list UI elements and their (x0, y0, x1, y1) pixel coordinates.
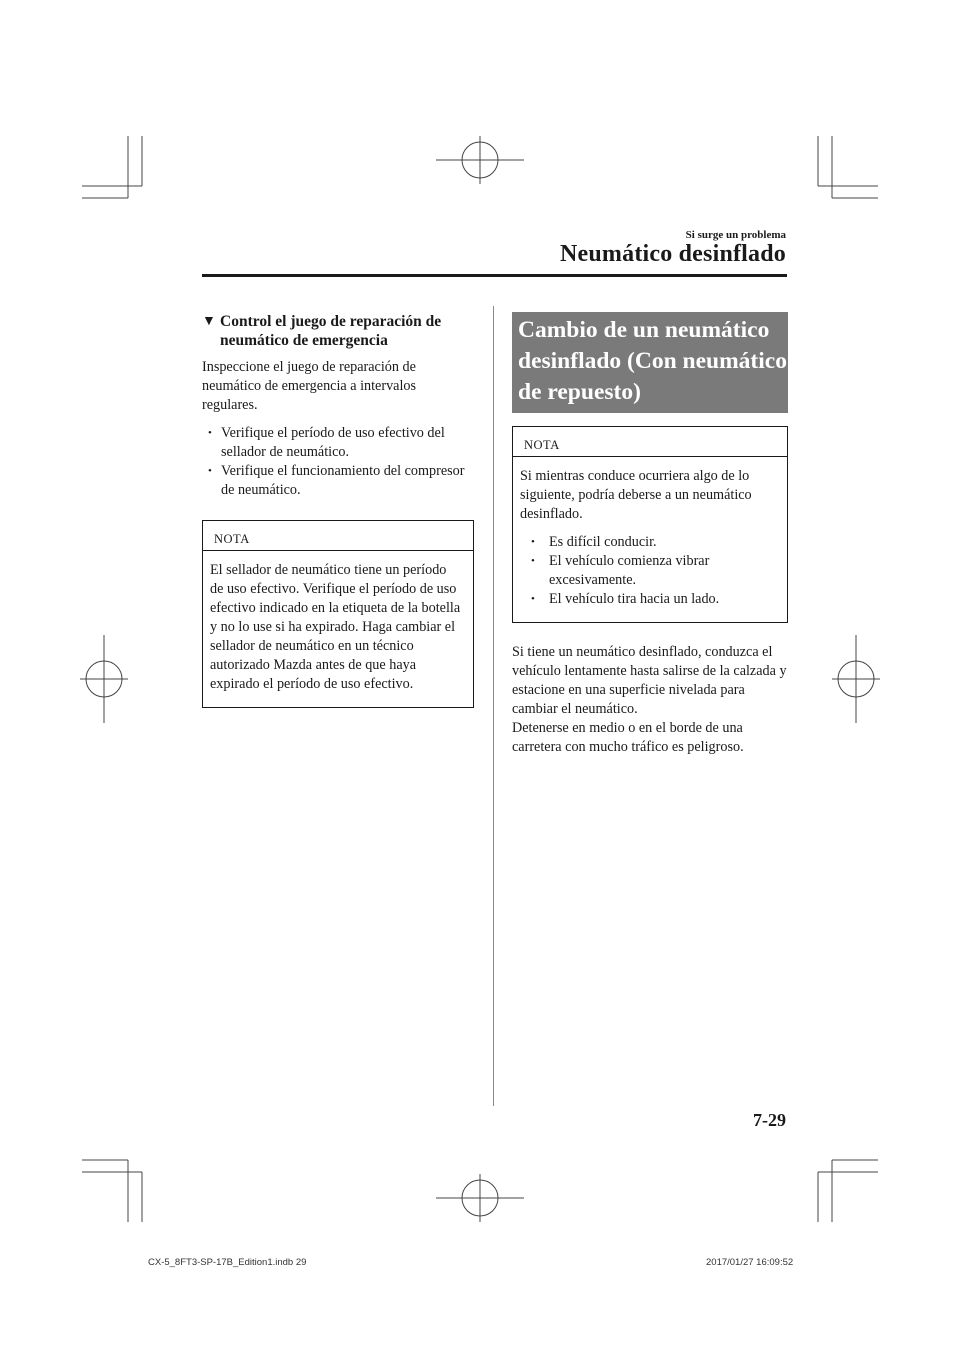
note-body (513, 457, 787, 622)
sub-heading-text (220, 312, 441, 350)
sub-heading (202, 312, 474, 350)
registration-mark-left (80, 635, 128, 723)
registration-mark-bottom (436, 1174, 524, 1222)
note-label: NOTA (214, 532, 250, 546)
section-label: Si surge un problema (685, 229, 786, 241)
sub-heading-line1: Control el juego de reparación de (220, 313, 442, 330)
note-body (203, 551, 473, 707)
triangle-down-icon: ▼ (202, 314, 216, 329)
header-rule (202, 274, 787, 277)
column-divider (493, 306, 494, 1106)
section-title: Cambio de un neumático desinflado (Con neumático de repuesto) (512, 312, 788, 413)
chapter-title: Neumático desinflado (560, 241, 786, 267)
list-item: • El vehículo comienza vibrar excesivamente. (525, 552, 777, 590)
note-text: El sellador de neumático tiene un período de uso efectivo. Verifique el período de uso efectivo indicado en la etiqueta de la botella y no lo use si ha expirado. Haga cambiar el sellador de neumático en un técnico autorizado Mazda antes de que haya expirado el período de uso efectivo. (210, 562, 461, 692)
registration-mark-top (436, 136, 524, 184)
page-number: 7-29 (753, 1110, 786, 1130)
list-item: • Verifique el período de uso efectivo del sellador de neumático. (205, 424, 474, 462)
note-box (202, 520, 474, 708)
note-label: NOTA (524, 438, 560, 452)
check-list (202, 424, 474, 500)
intro-paragraph: Inspeccione el juego de reparación de neumático de emergencia a intervalos regulares. (202, 359, 417, 413)
note-box (512, 426, 788, 623)
body-paragraph: Si tiene un neumático desinflado, conduzca el vehículo lentamente hasta salirse de la calzada y estacione en una superficie nivelada para cambiar el neumático. (512, 644, 787, 717)
symptom-list (520, 533, 777, 609)
list-item: • El vehículo tira hacia un lado. (525, 590, 777, 609)
footer-file-name: CX-5_8FT3-SP-17B_Edition1.indb 29 (148, 1257, 307, 1268)
note-text: Si mientras conduce ocurriera algo de lo siguiente, podría deberse a un neumático desinflado. (520, 468, 752, 522)
list-item: • Es difícil conducir. (525, 533, 777, 552)
list-item: • Verifique el funcionamiento del compresor de neumático. (205, 462, 474, 500)
registration-mark-right (832, 635, 880, 723)
left-column (202, 312, 474, 708)
footer-timestamp: 2017/01/27 16:09:52 (706, 1257, 794, 1268)
sub-heading-line2: neumático de emergencia (220, 332, 388, 349)
right-column (512, 312, 788, 757)
warning-paragraph: Detenerse en medio o en el borde de una carretera con mucho tráfico es peligroso. (512, 720, 744, 755)
